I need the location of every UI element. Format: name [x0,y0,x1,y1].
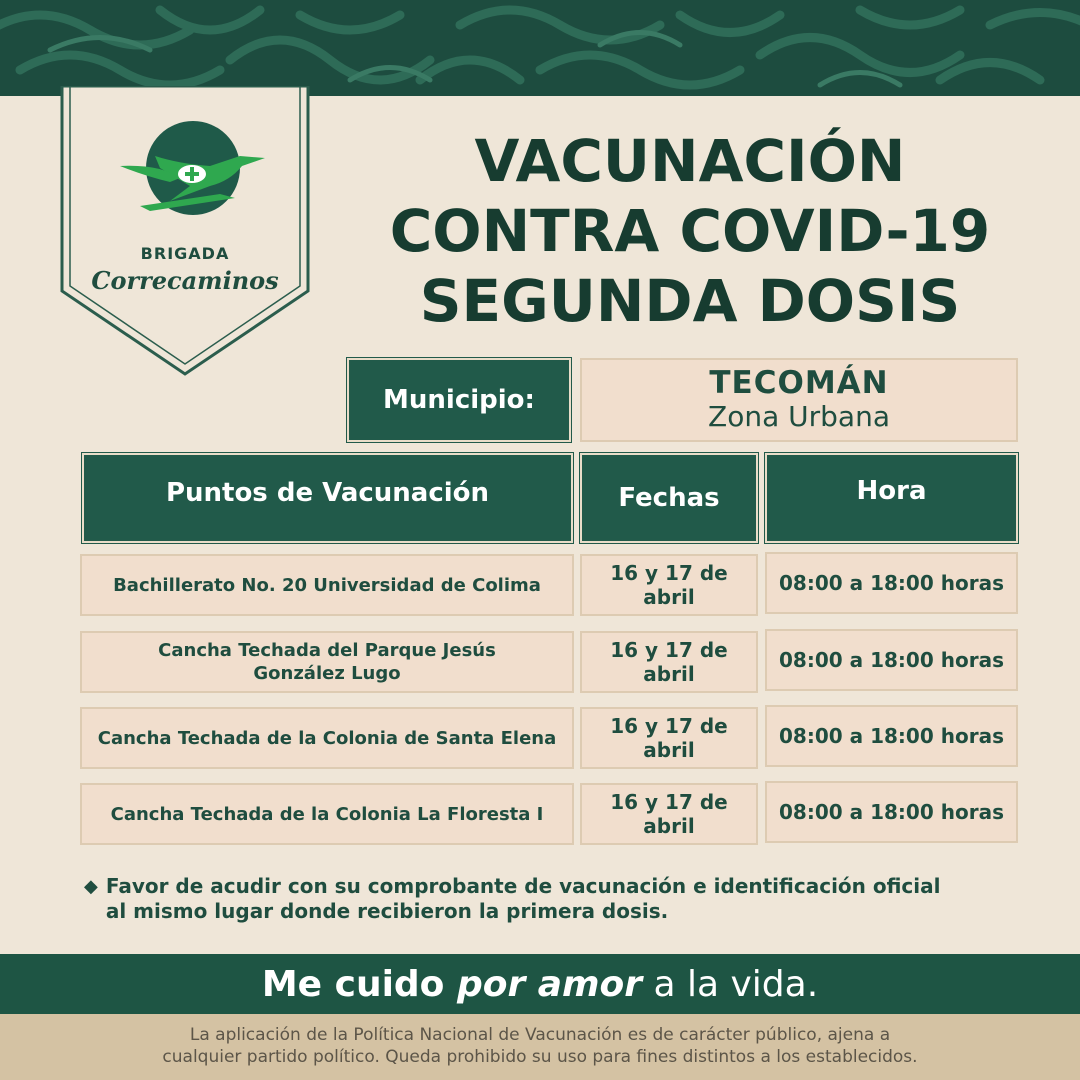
table-row-place [80,631,574,693]
table-row-place: Bachillerato No. 20 Universidad de Colima [80,554,574,616]
municipio-label: Municipio: [347,358,571,442]
header-puntos: Puntos de Vacunación [82,453,573,543]
table-row-date: 16 y 17 de abril [580,707,758,769]
instruction-note [84,874,1044,924]
municipio-town: TECOMÁN [709,365,889,401]
correcaminos-label: Correcaminos [91,266,279,295]
table-row-date: 16 y 17 de abril [580,783,758,845]
table-row-date: 16 y 17 de abril [580,631,758,693]
legal-disclaimer [0,1014,1080,1080]
legal-line-1: La aplicación de la Política Nacional de Vacunación es de carácter público, ajena a [189,1025,891,1045]
legal-line-2: cualquier partido político. Queda prohibido su uso para fines distintos a los establecidos. [162,1047,918,1067]
title-line-3: SEGUNDA DOSIS [419,267,961,335]
brigada-badge [60,86,310,376]
brigada-label: BRIGADA [140,244,230,263]
pattern-decoration [0,0,1080,96]
note-line-2: al mismo lugar donde recibieron la primera dosis. [105,899,669,923]
municipio-value [580,358,1018,442]
badge-shape [60,86,310,376]
table-row-place: Cancha Techada de la Colonia La Floresta I [80,783,574,845]
table-row-time: 08:00 a 18:00 horas [765,629,1018,691]
slogan-part-3: a la vida. [642,963,819,1005]
place-line: Cancha Techada del Parque Jesús [158,640,496,661]
table-row-time: 08:00 a 18:00 horas [765,552,1018,614]
table-row-date: 16 y 17 de abril [580,554,758,616]
header-fechas: Fechas [580,453,758,543]
municipio-zone: Zona Urbana [708,400,890,433]
slogan-part-2: por amor [456,963,643,1005]
table-row-time: 08:00 a 18:00 horas [765,781,1018,843]
title-line-1: VACUNACIÓN [474,127,906,195]
table-row-time: 08:00 a 18:00 horas [765,705,1018,767]
slogan-part-1: Me cuido [261,963,457,1005]
slogan-bar [0,954,1080,1014]
place-line: González Lugo [253,663,401,684]
diamond-bullet-icon: ◆ [84,876,98,897]
title-line-2: CONTRA COVID-19 [389,197,991,265]
header-hora: Hora [765,453,1018,543]
top-decorative-band [0,0,1080,96]
note-line-1: Favor de acudir con su comprobante de vacunación e identificación oficial [105,874,941,898]
table-row-place: Cancha Techada de la Colonia de Santa Elena [80,707,574,769]
page-title [330,126,1050,336]
